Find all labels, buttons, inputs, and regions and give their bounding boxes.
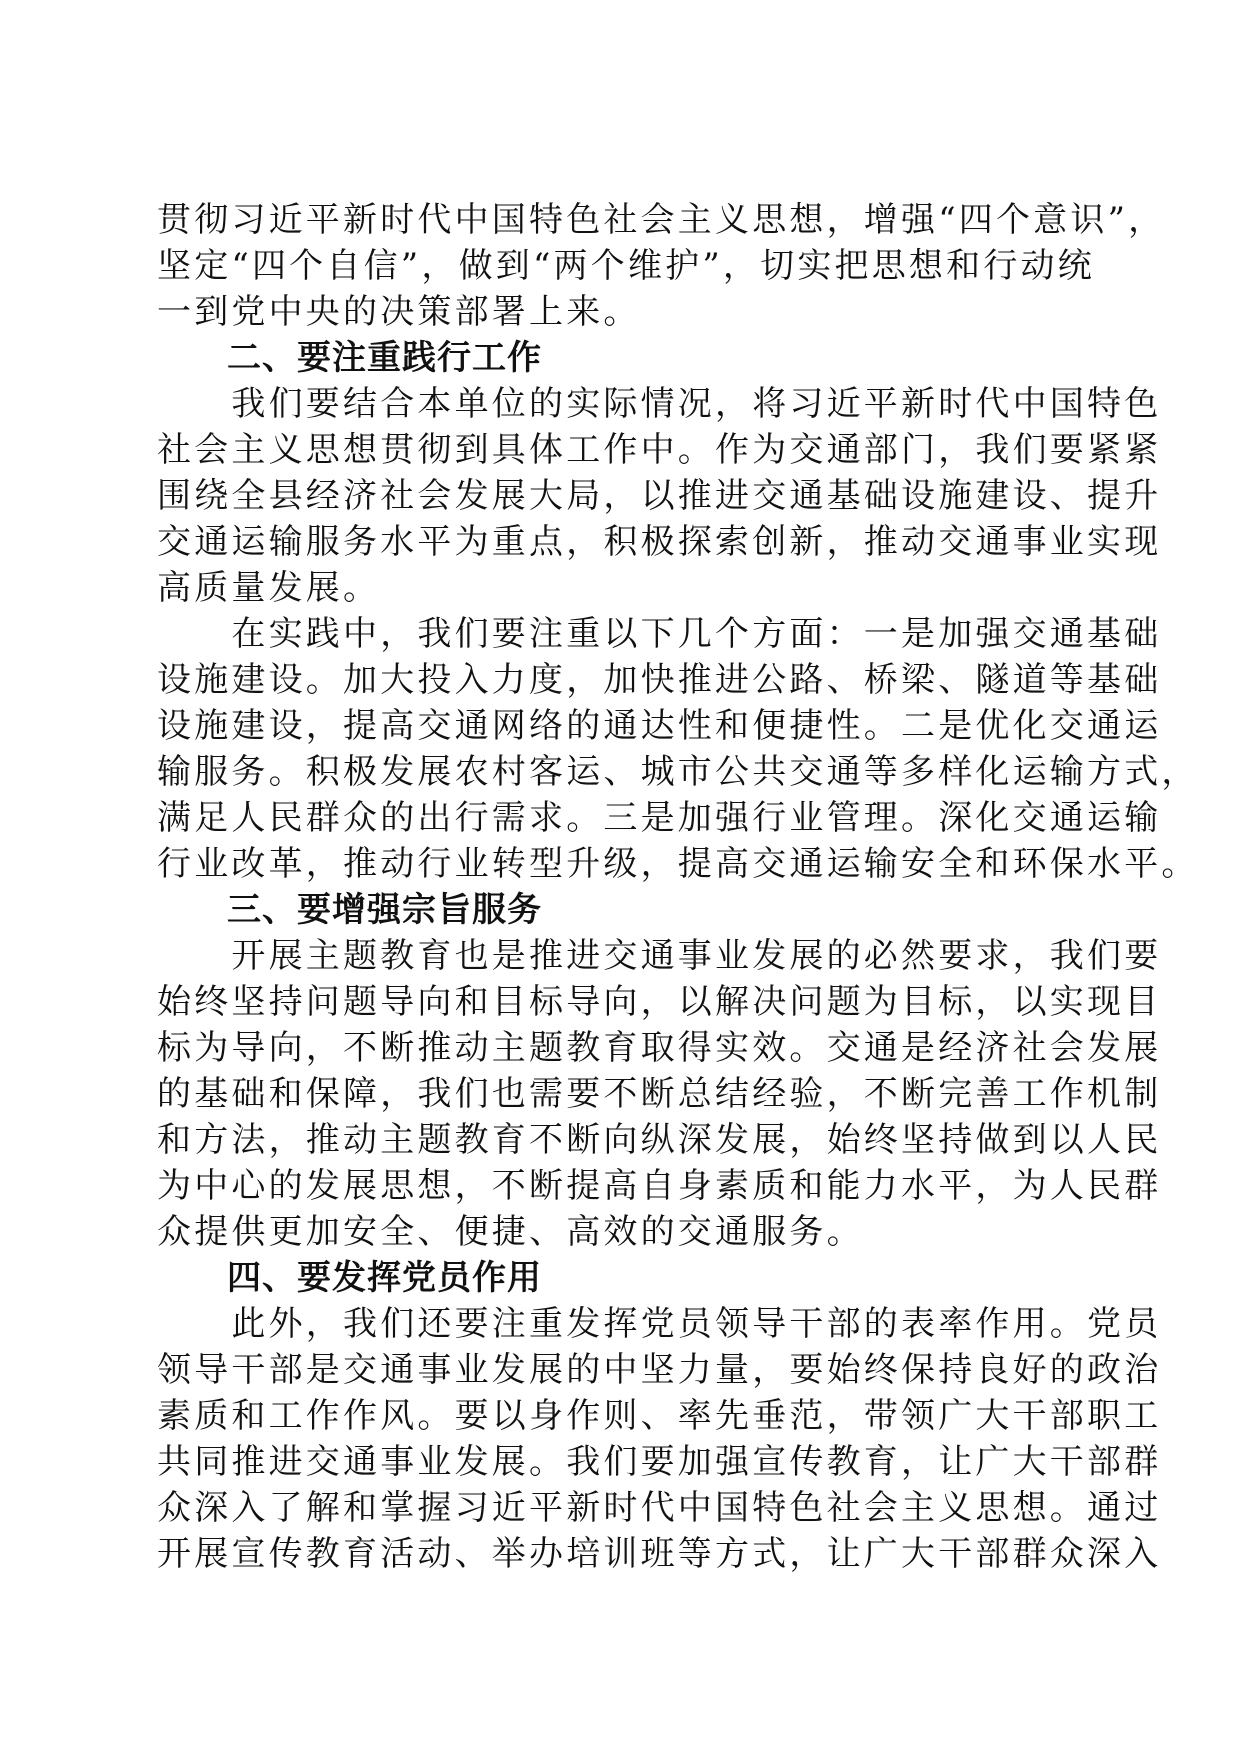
text-line: 开展主题教育也是推进交通事业发展的必然要求，我们要 [157,936,1162,976]
text-line: 在实践中，我们要注重以下几个方面：一是加强交通基础 [157,614,1162,654]
text-line: 社会主义思想贯彻到具体工作中。作为交通部门，我们要紧紧 [157,430,1162,470]
section-heading: 四、要发挥党员作用 [157,1258,542,1298]
text-line: 贯彻习近平新时代中国特色社会主义思想，增强“四个意识”， [157,200,1166,240]
text-line: 开展宣传教育活动、举办培训班等方式，让广大干部群众深入 [157,1534,1162,1574]
section-heading: 三、要增强宗旨服务 [157,890,542,930]
text-line: 标为导向，不断推动主题教育取得实效。交通是经济社会发展 [157,1028,1162,1068]
text-line: 一到党中央的决策部署上来。 [157,292,641,332]
text-line: 众深入了解和掌握习近平新时代中国特色社会主义思想。通过 [157,1488,1162,1528]
text-line: 和方法，推动主题教育不断向纵深发展，始终坚持做到以人民 [157,1120,1162,1160]
document-body [157,197,1199,1577]
text-line: 素质和工作作风。要以身作则、率先垂范，带领广大干部职工 [157,1396,1162,1436]
text-line: 设施建设，提高交通网络的通达性和便捷性。二是优化交通运 [157,706,1162,746]
text-line: 满足人民群众的出行需求。三是加强行业管理。深化交通运输 [157,798,1162,838]
text-line: 高质量发展。 [157,568,381,608]
text-line: 众提供更加安全、便捷、高效的交通服务。 [157,1212,864,1252]
text-line: 输服务。积极发展农村客运、城市公共交通等多样化运输方式， [157,752,1199,792]
text-line: 的基础和保障，我们也需要不断总结经验，不断完善工作机制 [157,1074,1162,1114]
section-heading: 二、要注重践行工作 [157,338,542,378]
text-line: 行业改革，推动行业转型升级，提高交通运输安全和环保水平。 [157,844,1199,884]
text-line: 始终坚持问题导向和目标导向，以解决问题为目标，以实现目 [157,982,1162,1022]
text-line: 围绕全县经济社会发展大局，以推进交通基础设施建设、提升 [157,476,1162,516]
text-line: 共同推进交通事业发展。我们要加强宣传教育，让广大干部群 [157,1442,1162,1482]
text-line: 设施建设。加大投入力度，加快推进公路、桥梁、隧道等基础 [157,660,1162,700]
text-line: 坚定“四个自信”，做到“两个维护”，切实把思想和行动统 [157,246,1095,286]
text-line: 此外，我们还要注重发挥党员领导干部的表率作用。党员 [157,1304,1162,1344]
text-line: 交通运输服务水平为重点，积极探索创新，推动交通事业实现 [157,522,1162,562]
text-line: 为中心的发展思想，不断提高自身素质和能力水平，为人民群 [157,1166,1162,1206]
text-line: 领导干部是交通事业发展的中坚力量，要始终保持良好的政治 [157,1350,1162,1390]
text-line: 我们要结合本单位的实际情况，将习近平新时代中国特色 [157,384,1162,424]
